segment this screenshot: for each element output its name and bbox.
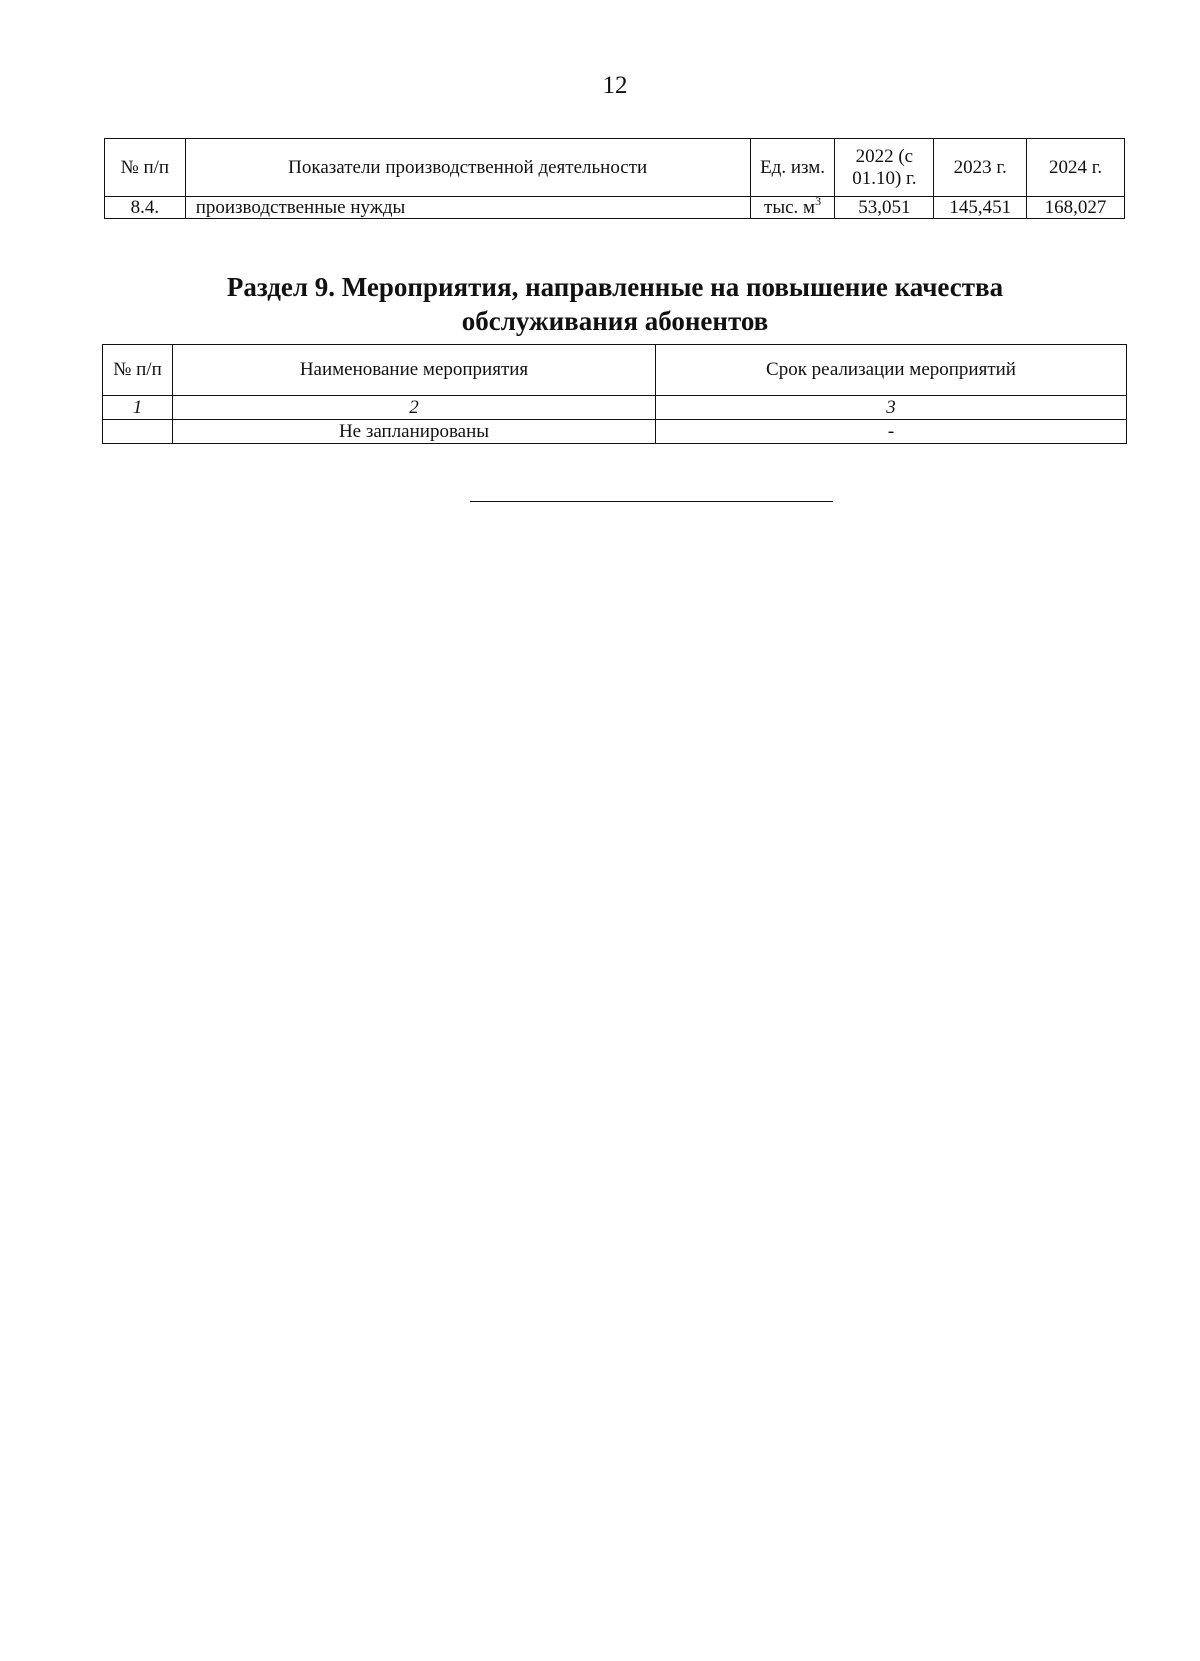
cell-2022: 53,051 (835, 197, 934, 219)
header-indicator: Показатели производственной деятельности (185, 139, 750, 197)
header-unit: Ед. изм. (750, 139, 835, 197)
col-number-2: 2 (173, 396, 656, 420)
table-row (105, 197, 1125, 219)
cell-term: - (656, 420, 1127, 444)
col-number-1: 1 (103, 396, 173, 420)
header-num: № п/п (103, 345, 173, 396)
cell-2023: 145,451 (934, 197, 1027, 219)
table-header-row (105, 139, 1125, 197)
header-2022: 2022 (с 01.10) г. (835, 139, 934, 197)
section-title (150, 270, 1080, 338)
cell-unit (750, 194, 835, 219)
header-2023: 2023 г. (934, 139, 1027, 197)
header-event-name: Наименование мероприятия (173, 345, 656, 396)
cell-indicator: производственные нужды (185, 197, 750, 219)
indicators-table (104, 138, 1125, 219)
header-num: № п/п (105, 139, 186, 197)
section-title-line2: обслуживания абонентов (461, 306, 769, 336)
events-table (102, 344, 1127, 444)
header-term: Срок реализации мероприятий (656, 345, 1127, 396)
cell-2024: 168,027 (1027, 197, 1125, 219)
header-2024: 2024 г. (1027, 139, 1125, 197)
table-header-row (103, 345, 1127, 396)
cell-num: 8.4. (105, 197, 186, 219)
section-title-line1: Раздел 9. Мероприятия, направленные на повышение качества (226, 272, 1004, 302)
table-row (103, 420, 1127, 444)
cell-event-name: Не запланированы (173, 420, 656, 444)
unit-superscript: 3 (815, 194, 822, 208)
numbering-row (103, 396, 1127, 420)
cell-num (103, 420, 173, 444)
col-number-3: 3 (656, 396, 1127, 420)
unit-text: тыс. м (764, 197, 816, 218)
end-divider (470, 501, 833, 502)
page-number: 12 (602, 72, 628, 99)
